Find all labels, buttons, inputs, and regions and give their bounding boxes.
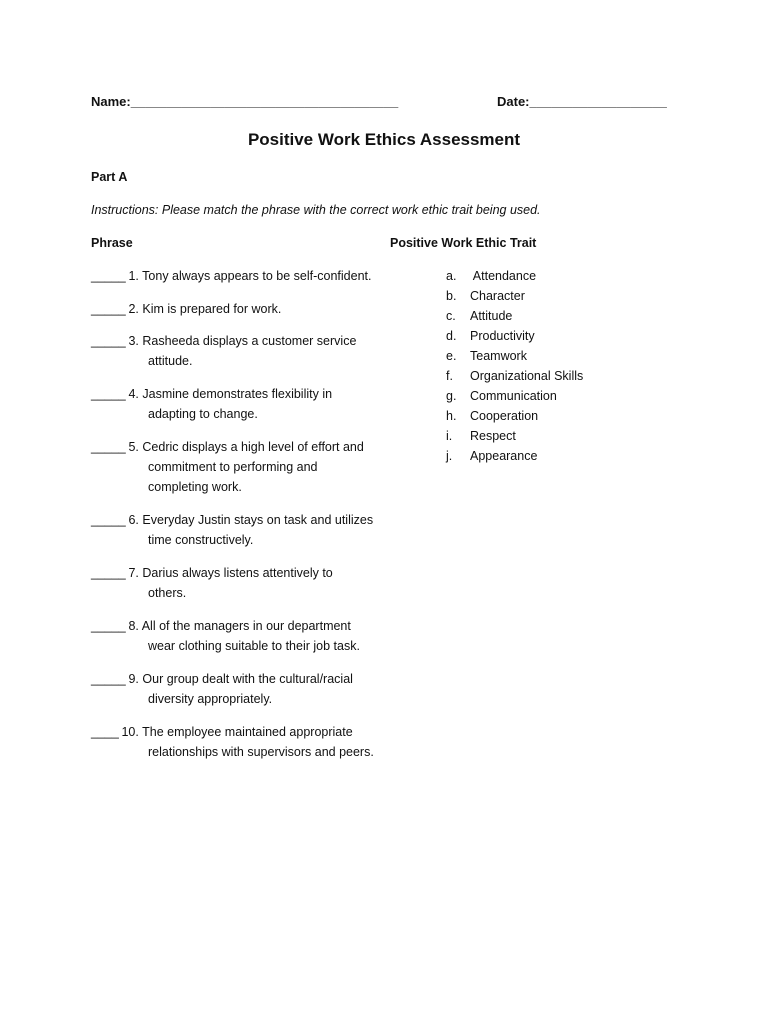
question-number: 1. [128,269,139,283]
question-text: Darius always listens attentively to [142,566,333,580]
trait-letter: g. [446,389,457,403]
trait-label: Productivity [470,329,535,343]
question-text: Tony always appears to be self-confident. [142,269,372,283]
answer-blank[interactable]: _____ [91,269,126,283]
trait-item [446,306,583,326]
trait-letter: e. [446,349,457,363]
question-item [91,616,360,656]
question-text-continued: adapting to change. [148,407,258,421]
question-number: 3. [128,334,139,348]
answer-blank[interactable]: _____ [91,440,126,454]
answer-blank[interactable]: _____ [91,672,126,686]
trait-label: Attitude [470,309,513,323]
date-field[interactable]: Date:___________________ [497,94,667,109]
page-title: Positive Work Ethics Assessment [247,130,521,149]
answer-blank[interactable]: _____ [91,302,126,316]
trait-column-header: Positive Work Ethic Trait [390,236,537,250]
phrase-column-header: Phrase [91,236,133,250]
trait-item [446,446,583,466]
question-text-continued: commitment to performing and [148,460,318,474]
question-item [91,299,281,319]
answer-blank[interactable]: _____ [91,334,126,348]
question-text-continued: relationships with supervisors and peers. [148,745,374,759]
trait-item [446,426,583,446]
trait-letter: j. [446,449,453,463]
trait-letter: b. [446,289,457,303]
question-text: The employee maintained appropriate [142,725,353,739]
trait-item [446,406,583,426]
question-text: Cedric displays a high level of effort and [142,440,364,454]
trait-label: Character [470,289,525,303]
answer-blank[interactable]: _____ [91,387,126,401]
question-text-continued: others. [148,586,187,600]
answer-blank[interactable]: _____ [91,513,126,527]
question-item [91,266,371,286]
question-text: Everyday Justin stays on task and utilizes [142,513,374,527]
trait-item [446,266,583,286]
instructions-text: Instructions: Please match the phrase with the correct work ethic trait being used. [91,203,541,217]
question-item [91,510,373,550]
question-text-continued: diversity appropriately. [148,692,273,706]
trait-list [446,266,583,466]
question-text: Kim is prepared for work. [142,302,282,316]
trait-letter: d. [446,329,457,343]
question-text-continued: wear clothing suitable to their job task. [148,639,360,653]
question-number: 6. [128,513,139,527]
question-item [91,384,332,424]
trait-label: Teamwork [470,349,527,363]
answer-blank[interactable]: _____ [91,619,126,633]
part-label: Part A [91,170,128,184]
question-item [91,669,353,709]
trait-letter: f. [446,369,453,383]
trait-item [446,366,583,386]
question-number: 10. [121,725,139,739]
trait-item [446,326,583,346]
trait-item [446,346,583,366]
question-item [91,563,333,603]
question-number: 9. [128,672,139,686]
trait-label: Organizational Skills [470,369,584,383]
answer-blank[interactable]: ____ [91,725,119,739]
question-text: All of the managers in our department [141,619,351,633]
trait-letter: h. [446,409,457,423]
question-number: 4. [128,387,139,401]
trait-item [446,386,583,406]
trait-item [446,286,583,306]
name-field[interactable]: Name:_____________________________________ [91,94,399,109]
question-text-continued: completing work. [148,480,242,494]
question-number: 7. [128,566,139,580]
trait-label: Respect [470,429,516,443]
trait-label: Appearance [470,449,538,463]
question-item [91,722,374,762]
question-item [91,437,364,497]
answer-blank[interactable]: _____ [91,566,126,580]
trait-letter: c. [446,309,456,323]
question-item [91,331,356,371]
question-number: 5. [128,440,139,454]
question-text-continued: time constructively. [148,533,254,547]
question-number: 2. [128,302,139,316]
trait-letter: i. [446,429,453,443]
question-text-continued: attitude. [148,354,193,368]
trait-letter: a. [446,269,457,283]
question-text: Rasheeda displays a customer service [142,334,357,348]
question-text: Jasmine demonstrates flexibility in [142,387,333,401]
question-text: Our group dealt with the cultural/racial [142,672,353,686]
trait-label: Attendance [470,269,537,283]
trait-label: Cooperation [470,409,539,423]
trait-label: Communication [470,389,557,403]
question-number: 8. [128,619,139,633]
